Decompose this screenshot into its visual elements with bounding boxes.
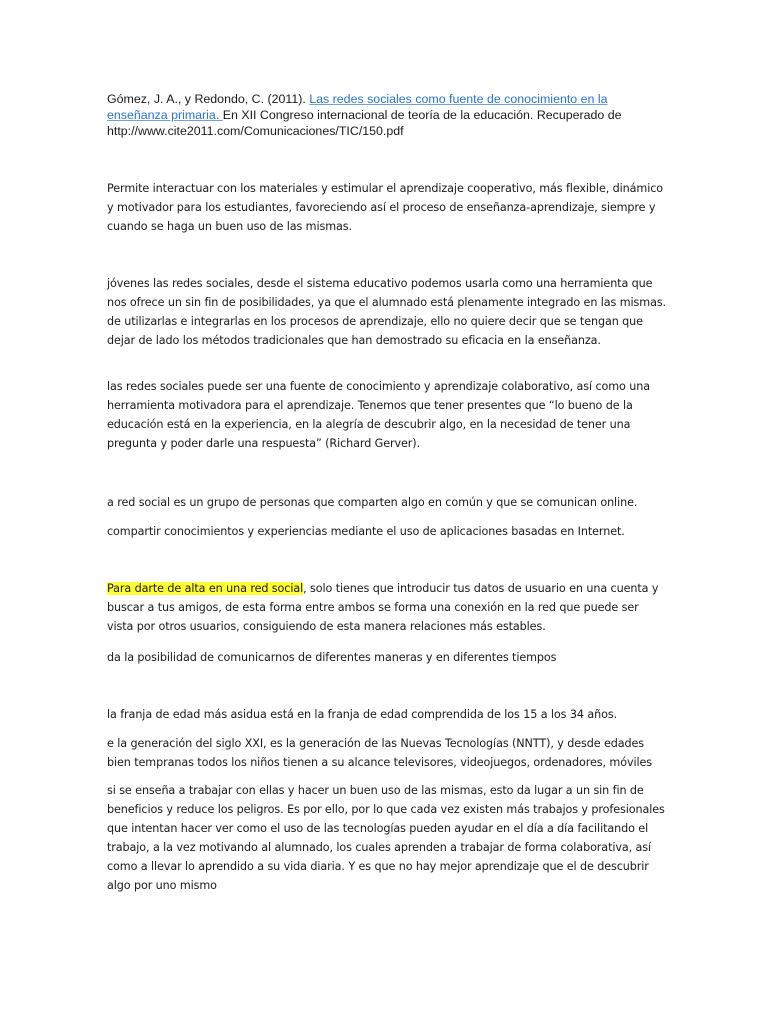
paragraph-3: las redes sociales puede ser una fuente de conocimiento y aprendizaje colaborativo, así como una herramienta motivadora para el aprendizaje. Tenemos que tener presentes que “lo bueno de la educación está en la experiencia, en la alegría de descubrir algo, en la necesidad de tener una pregunta y poder darle una respuesta” (Richard Gerver). [107,380,650,450]
paragraph-5: compartir conocimientos y experiencias mediante el uso de aplicaciones basadas en Internet. [107,525,625,538]
reference-link[interactable]: Las redes sociales como fuente de conocimiento en la enseñanza primaria. [107,92,608,122]
reference-authors: Gómez, J. A., y Redondo, C. (2011). [107,92,310,106]
paragraph-4: a red social es un grupo de personas que comparten algo en común y que se comunican online. [107,496,638,509]
paragraph-2: jóvenes las redes sociales, desde el sistema educativo podemos usarla como una herramienta que nos ofrece un sin fin de posibilidades, ya que el alumnado está plenamente integrado en las mismas. de utilizarlas e integrarlas en los procesos de aprendizaje, ello no quiere decir que se tengan que dejar de lado los métodos tradicionales que han demostrado su eficacia en la enseñanza. [107,277,667,347]
reference-source: En XII Congreso internacional de teoría de la educación. Recuperado de http://www.cite2011.com/Comunicaciones/TIC/150.pdf [107,108,622,138]
paragraph-1: Permite interactuar con los materiales y estimular el aprendizaje cooperativo, más flexible, dinámico y motivador para los estudiantes, favoreciendo así el proceso de enseñanza-aprendizaje, siempre y cuando se haga un buen uso de las mismas. [107,182,663,233]
bibliographic-reference [107,91,667,139]
paragraph-6 [107,579,667,636]
paragraph-10: si se enseña a trabajar con ellas y hacer un buen uso de las mismas, esto da lugar a un sin fin de beneficios y reduce los peligros. Es por ello, por lo que cada vez existen más trabajos y profesionales que intentan hacer ver como el uso de las tecnologías pueden ayudar en el día a día facilitando el trabajo, a la vez motivando al alumnado, los cuales aprenden a trabajar de forma colaborativa, así como a llevar lo aprendido a su vida diaria. Y es que no hay mejor aprendizaje que el de descubrir algo por uno mismo [107,784,665,892]
paragraph-6-text: , solo tienes que introducir tus datos de usuario en una cuenta y buscar a tus amigos, de esta forma entre ambos se forma una conexión en la red que puede ser vista por otros usuarios, consiguiendo de esta manera relaciones más estables. [107,582,659,633]
highlighted-phrase: Para darte de alta en una red social [107,582,304,595]
paragraph-9: e la generación del siglo XXI, es la generación de las Nuevas Tecnologías (NNTT), y desde edades bien tempranas todos los niños tienen a su alcance televisores, videojuegos, ordenadores, móviles [107,737,653,769]
paragraph-7: da la posibilidad de comunicarnos de diferentes maneras y en diferentes tiempos [107,651,557,664]
paragraph-8: la franja de edad más asidua está en la franja de edad comprendida de los 15 a los 34 años. [107,708,618,721]
